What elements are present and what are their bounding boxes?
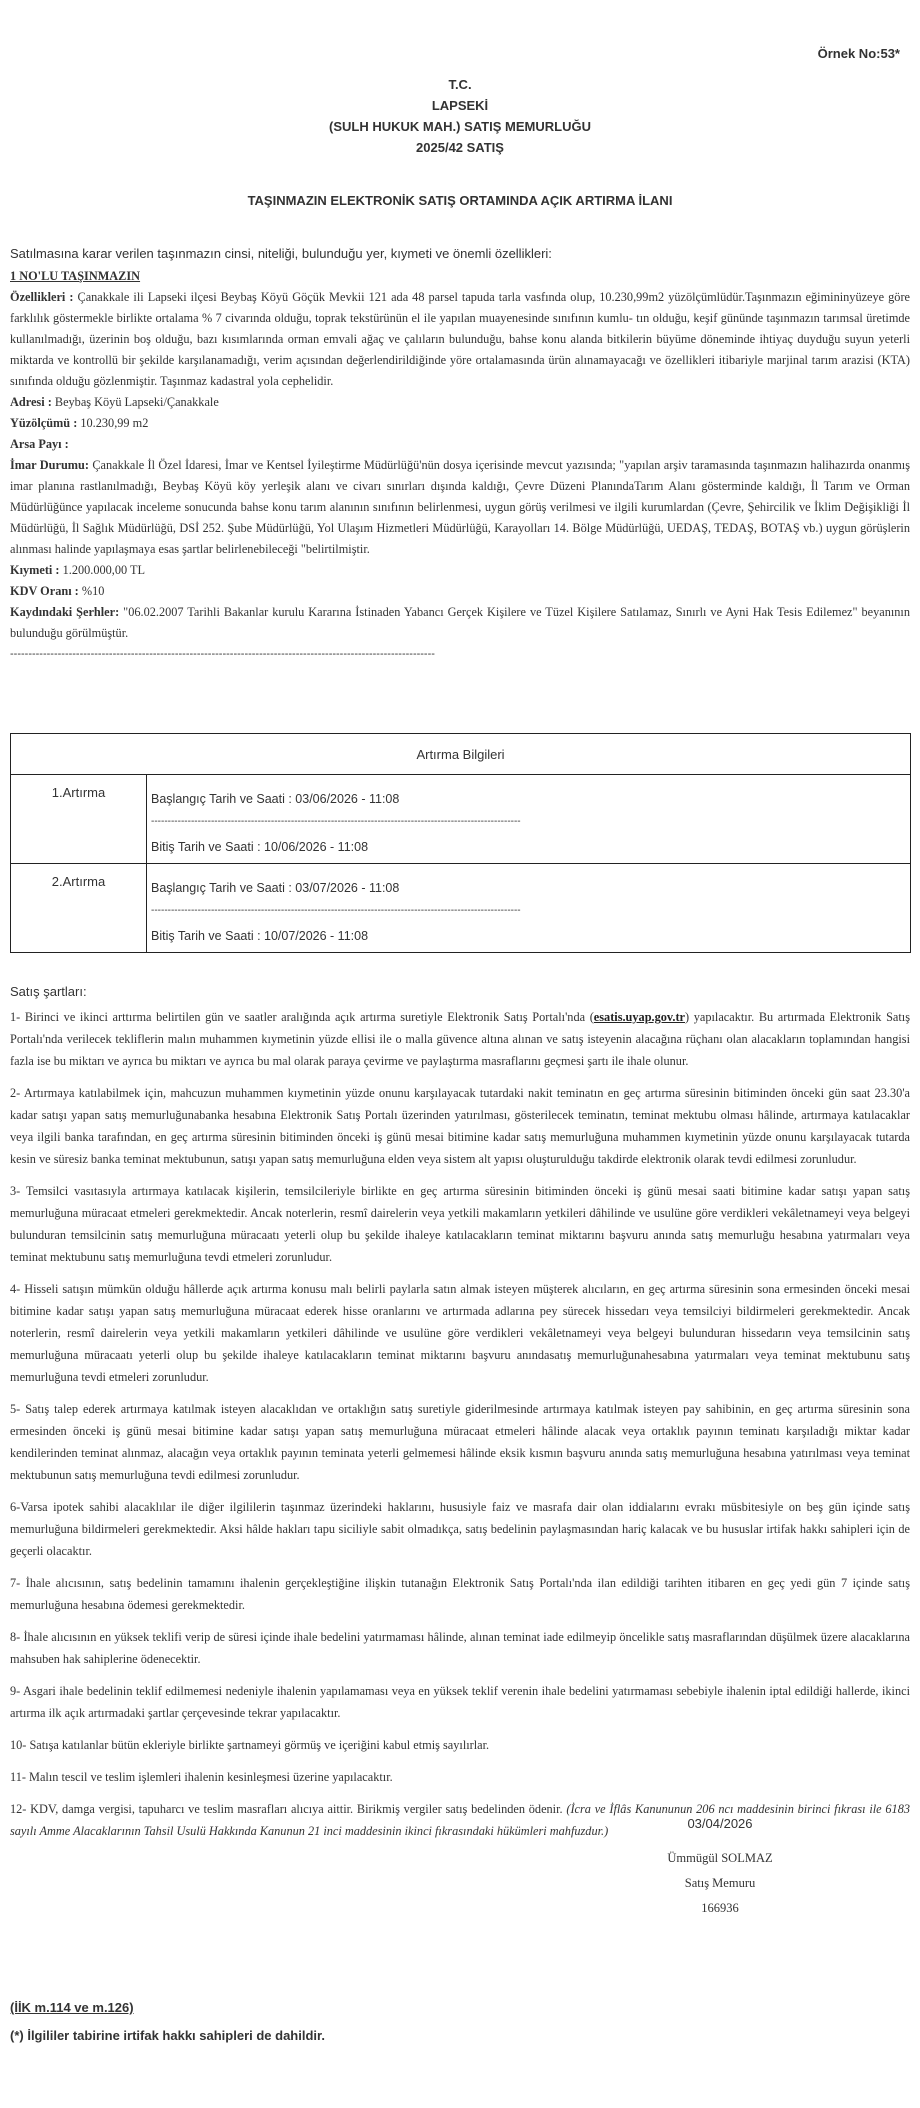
auction-row-separator: --------------------------------------------------------------------------------------------------------------- <box>151 905 521 916</box>
ornek-no: Örnek No:53* <box>817 46 900 61</box>
term-1-text-b: ) yapılacaktır. Bu artırmada Elektronik Satış Portalı'nda verilecek tekliflerin malın muhammen kıymetinin yüzde ellisi ile o malla güvence altına alınan ve satış isteyenin alacağına rüçhanı olan alacakların toplamından hangisi fazla ise bu miktarı ve ayrıca bu miktarı ve ayrıca bu mal olarak paraya çevirme ve paylaştırma masraflarını geçmesi şartı ile ihale olunur. <box>10 1010 911 1068</box>
auction-end <box>151 837 904 857</box>
value-amount: 1.200.000,00 TL <box>59 563 146 577</box>
header-line-lapseki: LAPSEKİ <box>431 98 489 113</box>
signature-block <box>570 1846 870 1921</box>
vat-label: KDV Oranı : <box>10 584 79 598</box>
term-12-italic-note: (İcra ve İflâs Kanununun 206 ncı maddesinin birinci fıkrası ile 6183 sayılı Amme Alacaklarının Tahsil Usulü Hakkında Kanunun 21 inci maddesinin ikinci fıkrasındaki hükümleri mahfuzdur.) <box>10 1802 910 1838</box>
zoning-label: İmar Durumu: <box>10 458 89 472</box>
property-value <box>10 560 910 581</box>
property-zoning <box>10 455 910 560</box>
section-divider: -------------------------------------------------------------------------------------------------------------------- <box>10 648 435 660</box>
auction-table-title: Artırma Bilgileri <box>11 734 911 775</box>
start-value: 03/07/2026 - 11:08 <box>295 881 400 895</box>
area-label: Yüzölçümü : <box>10 416 78 430</box>
end-value: 10/06/2026 - 11:08 <box>264 840 369 854</box>
auction-start <box>151 789 904 809</box>
start-value: 03/06/2026 - 11:08 <box>295 792 400 806</box>
features-label: Özellikleri : <box>10 290 74 304</box>
term-5: 5- Satış talep ederek artırmaya katılmak isteyen alacaklıdan ve ortaklığın satış suretiyle giderilmesinde artırmaya katılmak isteyen pay sahibinin, en geç artırma süresinin sona ermesinden önceki iş günü mesai bitimine kadar satışı yapan satış memurluğuna müracaat etmeleri hâlinde alacak veya ortaklık payının teminatı karşıladığı miktar kadar kendilerinden teminat alınmaz, alacağın veya ortaklık payının teminata yeterli gelmemesi hâlinde eksik kısmın başvuru anında satış memurluğuna hesabına yatırılması veya teminat mektubunun satış memurluğuna tevdi edilmesi zorunludur. <box>10 1402 910 1482</box>
start-label: Başlangıç Tarih ve Saati : <box>151 792 296 806</box>
zoning-value: Çanakkale İl Özel İdaresi, İmar ve Kentsel İyileştirme Müdürlüğü'nün dosya içerisinde mevcut yazısında; "yapılan arşiv taramasında taşınmazın halihazırda onanmış imar planına rastlanılmadığı, Beybaş Köyü köy yerleşik alanı ve civarı sınırları dışında kaldığı, Çevre Düzeni PlanındaTarım Alanı gösterminde kaldığı, İl Tarım ve Orman Müdürlüğünce yapılacak inceleme sonucunda bahse konu tarım alanının sınıfının belirlenmesi, uygun görüş verilmesi ve ilgili kurumlardan (Çevre, Şehircilik ve İklim Değişikliği İl Müdürlüğü, İl Sağlık Müdürlüğü, DSİ 252. Şube Müdürlüğü, Yol Ulaşım Hizmetleri Müdürlüğü, Karayolları 14. Bölge Müdürlüğü, UEDAŞ, TEDAŞ, BOTAŞ vb.) uygun görüşlerin alınması halinde yapılaşmaya esas şartlar belirlenebileceği "belirtilmiştir. <box>10 458 910 556</box>
value-label: Kıymeti : <box>10 563 60 577</box>
land-share-label: Arsa Payı : <box>10 437 69 451</box>
term-4: 4- Hisseli satışın mümkün olduğu hâllerde açık artırma konusu malı belirli paylarla satın almak isteyen müşterek alıcıların, en geç artırma süresinin sona ermesinden önceki mesai bitimine kadar satışı yapan satış memurluğuna müracaat ederek hisse oranlarını ve artırmada adlarına pey sürecek hissedarı veya temsilciyi bildirmeleri gerekmektedir. Ancak noterlerin, resmî dairelerin veya yetkili makamların yetkileri dâhilinde ve usulüne göre verdikleri vekâletnameyi veya belgeyi bulunduran hissedarın veya temsilcinin satış memurluğuna müracaatı yeterli olup bu şekilde ihaleye katılacakların teminat miktarını başvuru anındasatış memurluğunahesabına yatırmaları veya teminat mektubunu satış memurluğuna tevdi etmeleri zorunludur. <box>10 1282 910 1384</box>
property-annotations <box>10 602 910 644</box>
end-value: 10/07/2026 - 11:08 <box>264 929 369 943</box>
start-label: Başlangıç Tarih ve Saati : <box>151 881 296 895</box>
property-section <box>10 266 910 665</box>
footer-law-reference: (İİK m.114 ve m.126) <box>10 2000 134 2015</box>
intro-text: Satılmasına karar verilen taşınmazın cinsi, niteliği, bulunduğu yer, kıymeti ve önemli özellikleri: <box>10 246 552 261</box>
header-line-tc: T.C. <box>448 77 472 92</box>
term-10: 10- Satışa katılanlar bütün ekleriyle birlikte şartnameyi görmüş ve içeriğini kabul etmiş sayılırlar. <box>10 1738 490 1752</box>
signer-id: 166936 <box>701 1901 739 1915</box>
signature-date: 03/04/2026 <box>687 1816 753 1831</box>
document-header <box>10 74 910 158</box>
document-title: TAŞINMAZIN ELEKTRONİK SATIŞ ORTAMINDA AÇIK ARTIRMA İLANI <box>247 193 673 208</box>
term-6: 6-Varsa ipotek sahibi alacaklılar ile diğer ilgililerin taşınmaz üzerindeki haklarını, hususiyle faiz ve masrafa dair olan iddialarını evrakı müsbitesiyle on beş gün içinde satış memurluğuna bildirmeleri gerekmektedir. Aksi hâlde hakları tapu siciliyle sabit olmadıkça, satış bedelinin paylaşmasından hariç kalacak ve bu hususlar irtifak hakkı sahipleri için de geçerli olacaktır. <box>10 1500 910 1558</box>
auction-row-details <box>147 864 911 953</box>
auction-row-separator: --------------------------------------------------------------------------------------------------------------- <box>151 816 521 827</box>
term-12-text: 12- KDV, damga vergisi, tapuharcı ve teslim masrafları alıcıya aittir. Birikmiş vergiler satış bedelinden ödenir. <box>10 1802 567 1816</box>
auction-row-1 <box>11 775 911 864</box>
term-9: 9- Asgari ihale bedelinin teklif edilmemesi nedeniyle ihalenin yapılamaması veya en yüksek teklif verenin ihale bedelini yatırmaması sebebiyle ihalenin iptal edildiği hallerde, ikinci artırma ilk açık artırmadaki şartlar çerçevesinde tekrar yapılacaktır. <box>10 1684 910 1720</box>
header-line-file-no: 2025/42 SATIŞ <box>416 140 504 155</box>
property-land-share <box>10 434 910 455</box>
features-value: Çanakkale ili Lapseki ilçesi Beybaş Köyü Göçük Mevkii 121 ada 48 parsel tapuda tarla vasfında olup, 10.230,99m2 yüzölçümlüdür.Taşınmazın eğimininyüzeye göre farklılık göstermekle birlikte ortalama % 7 civarında olduğu, toprak tekstürünün el ile yapılan muayenesinde sınıfının kumlu- tın olduğu, keşif gününde taşınmazın tarımsal üretimde kullanılmadığı, üzerinin boş olduğu, bazı kısımlarında orman emvali ağaç ve çalıların bulunduğu, bahse konu alanda bitkilerin büyüme döneminde ihtiyaç duyduğu suyun yeterli miktarda ve kontrollü bir şekilde karşılanamadığı, verim açısından değerlendirildiğinde yöre ortalamasında ürün alınamayacağı ve özellikleri itibariyle marjinal tarım arazisi (KTA) sınıfında olduğu gözlenmiştir. Taşınmaz kadastral yola cephelidir. <box>10 290 910 388</box>
auction-start <box>151 878 904 898</box>
auction-row-details <box>147 775 911 864</box>
term-2: 2- Artırmaya katılabilmek için, mahcuzun muhammen kıymetinin yüzde onunu karşılayacak tutardaki nakit teminatın en geç artırma süresinin bitiminden önceki gün saat 23.30'a kadar satışı yapan satış memurluğunabanka hesabına Elektronik Satış Portalı üzerinden yatırılması, gösterilecek teminatın, teminat mektubu olması hâlinde, artırmaya katılacaklar veya ilgili banka tarafından, en geç artırma süresinin bitiminden önceki iş günü mesai bitimine kadar satış memurluğuna muhammen kıymetinin yüzde onunu karşılayacak tutarda kesin ve süresiz banka teminat mektubunun, satışı yapan satış memurluğuna elden veya sistem alt yapısı oluşturulduğu takdirde elektronik olarak tevdi edilmesi zorunludur. <box>10 1086 910 1166</box>
esatis-link[interactable]: esatis.uyap.gov.tr <box>593 1010 686 1024</box>
footer-note: (*) İlgililer tabirine irtifak hakkı sahipleri de dahildir. <box>10 2028 325 2043</box>
area-value: 10.230,99 m2 <box>77 416 149 430</box>
address-label: Adresi : <box>10 395 52 409</box>
term-1-text-a: 1- Birinci ve ikinci arttırma belirtilen gün ve saatler aralığında açık artırma suretiyle Elektronik Satış Portalı'nda ( <box>10 1010 594 1024</box>
annotations-label: Kaydındaki Şerhler: <box>10 605 120 619</box>
property-address <box>10 392 910 413</box>
terms-section <box>10 1006 910 1852</box>
auction-row-label: 2.Artırma <box>11 864 147 953</box>
property-vat <box>10 581 910 602</box>
auction-table <box>10 733 911 953</box>
auction-row-2 <box>11 864 911 953</box>
property-area <box>10 413 910 434</box>
terms-title: Satış şartları: <box>10 984 87 999</box>
end-label: Bitiş Tarih ve Saati : <box>151 840 265 854</box>
header-line-office: (SULH HUKUK MAH.) SATIŞ MEMURLUĞU <box>329 119 591 134</box>
term-3: 3- Temsilci vasıtasıyla artırmaya katılacak kişilerin, temsilcileriyle birlikte en geç artırma süresinin bitiminden önceki iş günü mesai saati bitimine kadar satışı yapan satış memurluğuna müracaat etmeleri gerekmektedir. Ancak noterlerin, resmî dairelerin veya yetkili makamların yetkileri dâhilinde ve usulüne göre verdikleri vekâletnameyi veya belgeyi bulunduran temsilcinin satış memurluğuna müracaatı yeterli olup bu şekilde ihaleye katılacakların teminat miktarını başvuru anında satış memurluğu hesabına yatırmaları veya teminat mektubunu satış memurluğuna tevdi etmeleri zorunludur. <box>10 1184 910 1264</box>
auction-end <box>151 926 904 946</box>
signer-name: Ümmügül SOLMAZ <box>667 1851 773 1865</box>
property-features <box>10 287 910 392</box>
auction-row-label: 1.Artırma <box>11 775 147 864</box>
annotations-value: "06.02.2007 Tarihli Bakanlar kurulu Kararına İstinaden Yabancı Gerçek Kişilere ve Tüzel Kişilere Satılamaz, Sınırlı ve Ayni Hak Tesis Edilemez" beyanının bulunduğu görülmüştür. <box>10 605 910 640</box>
term-11: 11- Malın tescil ve teslim işlemleri ihalenin kesinleşmesi üzerine yapılacaktır. <box>10 1770 393 1784</box>
property-heading: 1 NO'LU TAŞINMAZIN <box>10 269 141 283</box>
term-8: 8- İhale alıcısının en yüksek teklifi verip de süresi içinde ihale bedelini yatırmaması hâlinde, alınan teminat iade edilmeyip öncelikle satış masraflarından düşülmek üzere alacaklarına mahsuben hak sahiplerine ödenecektir. <box>10 1630 910 1666</box>
term-7: 7- İhale alıcısının, satış bedelinin tamamını ihalenin gerçekleştiğine ilişkin tutanağın Elektronik Satış Portalı'nda ilan edildiği tarihten itibaren en geç yedi gün 7 içinde satış memurluğuna hesabına ödemesi gerekmektedir. <box>10 1576 910 1612</box>
end-label: Bitiş Tarih ve Saati : <box>151 929 265 943</box>
term-1 <box>10 1006 910 1072</box>
signer-role: Satış Memuru <box>684 1876 756 1890</box>
vat-value: %10 <box>78 584 105 598</box>
address-value: Beybaş Köyü Lapseki/Çanakkale <box>51 395 219 409</box>
